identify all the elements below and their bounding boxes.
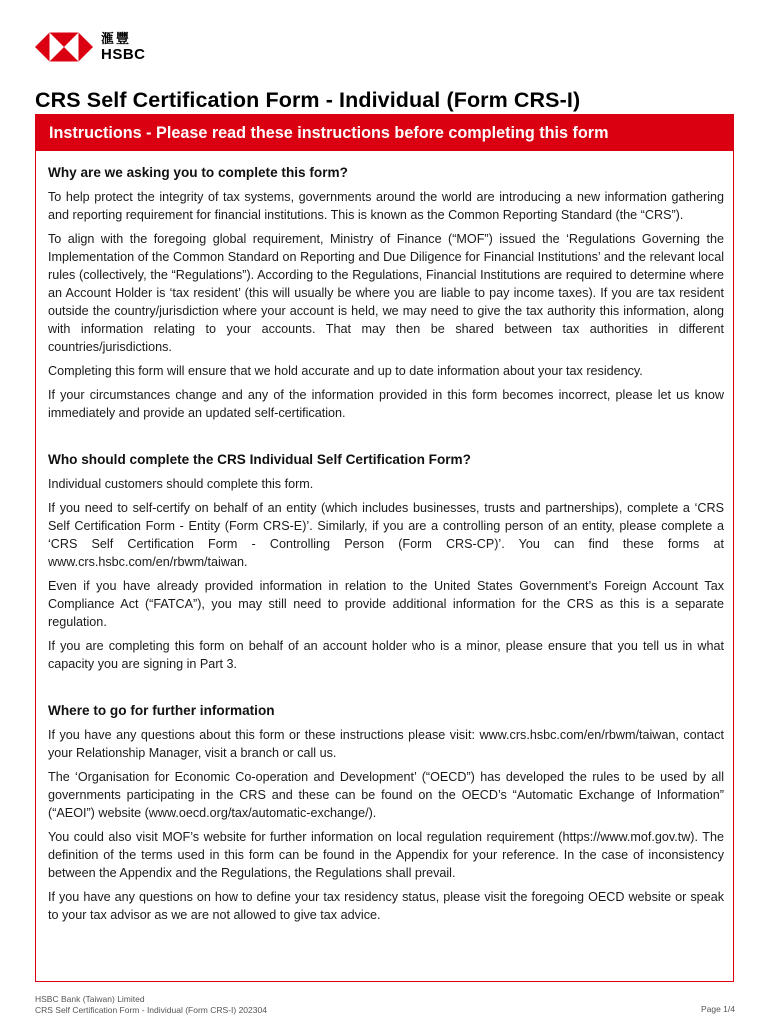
instructions-body bbox=[36, 151, 733, 924]
paragraph: The ‘Organisation for Economic Co-operation and Development’ (“OECD”) has developed the rules to be used by all governments participating in the CRS and these can be found on the OECD’s “Automatic Exchange of Information” (“AEOI”) website (www.oecd.org/tax/automatic-exchange/). bbox=[48, 770, 724, 820]
instructions-header: Instructions - Please read these instructions before completing this form bbox=[36, 115, 733, 151]
paragraph: Individual customers should complete this form. bbox=[48, 477, 314, 491]
footer-bank-name: HSBC Bank (Taiwan) Limited bbox=[35, 994, 145, 1004]
paragraph: If you need to self-certify on behalf of an entity (which includes businesses, trusts and partnerships), complete a ‘CRS Self Certification Form - Entity (Form CRS-E)’. Similarly, if you are a controlling person of an entity, please complete a ‘CRS Self Certification Form - Controlling Person (Form CRS-CP)’. You can find these forms at www.crs.hsbc.com/en/rbwm/taiwan. bbox=[48, 501, 724, 569]
paragraph: To align with the foregoing global requirement, Ministry of Finance (“MOF”) issued the ‘Regulations Governing the Implementation of the Common Standard on Reporting and Due Diligence for Financial Institutions’ and the relevant local rules (collectively, the “Regulations”). According to the Regulations, Financial Institutions are required to determine where an Account Holder is ‘tax resident’ (this will usually be where you are liable to pay income taxes). If you are tax resident outside the country/jurisdiction where your account is held, we may need to give the tax authority this information, along with information relating to your accounts. That may then be shared between tax authorities in different countries/jurisdictions. bbox=[48, 232, 724, 354]
paragraph: Even if you have already provided information in relation to the United States Government’s Foreign Account Tax Compliance Act (“FATCA”), you may still need to provide additional information for the CRS as this is a separate regulation. bbox=[48, 579, 724, 629]
paragraph: Completing this form will ensure that we hold accurate and up to date information about your tax residency. bbox=[48, 364, 643, 378]
logo-english-name: HSBC bbox=[101, 46, 146, 63]
section-heading-where: Where to go for further information bbox=[48, 703, 275, 718]
footer-form-reference: CRS Self Certification Form - Individual (Form CRS-I) 202304 bbox=[35, 1005, 267, 1015]
page-number: Page 1/4 bbox=[700, 1004, 735, 1014]
paragraph: If your circumstances change and any of the information provided in this form becomes incorrect, please let us know immediately and provide an updated self-certification. bbox=[48, 388, 724, 420]
paragraph: If you have any questions on how to define your tax residency status, please visit the foregoing OECD website or speak to your tax advisor as we are not allowed to give tax advice. bbox=[48, 890, 724, 922]
instructions-box bbox=[35, 114, 734, 982]
form-title: CRS Self Certification Form - Individual (Form CRS-I) bbox=[35, 88, 581, 112]
hsbc-logo bbox=[35, 30, 146, 64]
paragraph: You could also visit MOF’s website for further information on local regulation requirement (https://www.mof.gov.tw). The definition of the terms used in this form can be found in the Appendix for your reference. In the case of inconsistency between the Appendix and the Regulations, the Regulations shall prevail. bbox=[48, 830, 724, 880]
logo-chinese-name: 滙豐 bbox=[101, 31, 132, 46]
paragraph: To help protect the integrity of tax systems, governments around the world are introducing a new information gathering and reporting requirement for financial institutions. This is known as the Common Reporting Standard (the “CRS”). bbox=[48, 190, 724, 222]
section-heading-why: Why are we asking you to complete this form? bbox=[48, 165, 348, 180]
section-heading-who: Who should complete the CRS Individual Self Certification Form? bbox=[48, 452, 471, 467]
paragraph: If you have any questions about this form or these instructions please visit: www.crs.hsbc.com/en/rbwm/taiwan, contact your Relationship Manager, visit a branch or call us. bbox=[48, 728, 724, 760]
paragraph: If you are completing this form on behalf of an account holder who is a minor, please ensure that you tell us in what capacity you are signing in Part 3. bbox=[48, 639, 724, 671]
footer-info bbox=[35, 994, 267, 1016]
hsbc-hexagon-icon bbox=[35, 32, 93, 62]
